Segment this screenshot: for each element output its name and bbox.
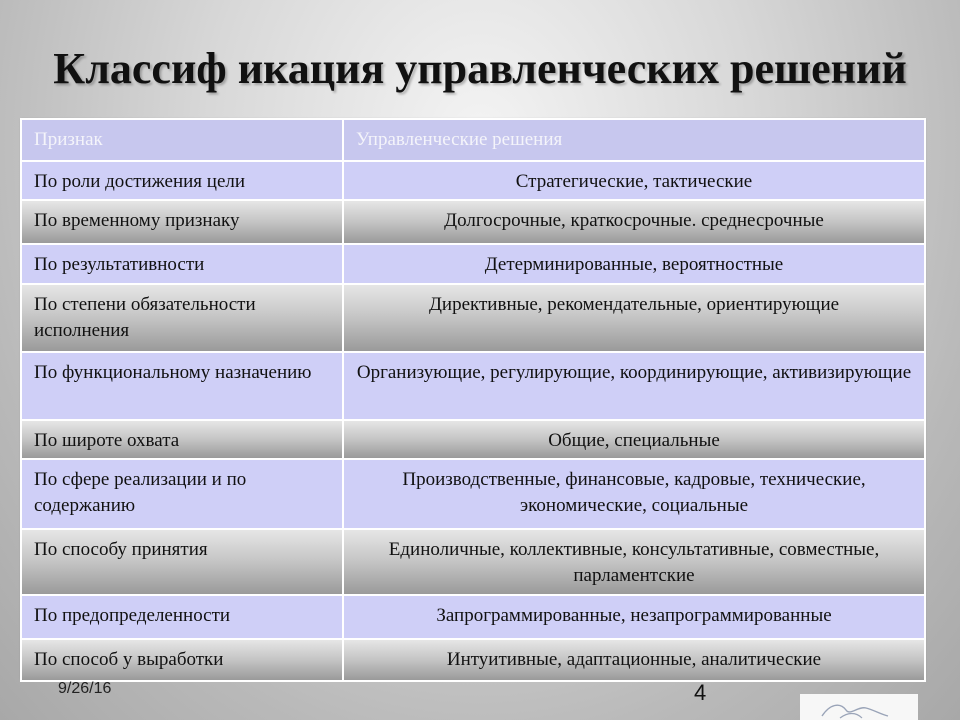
criterion-cell: По способ у выработки [21,639,343,681]
criterion-cell: По степени обязательности исполнения [21,284,343,352]
table-row [21,161,925,200]
decisions-cell: Долгосрочные, краткосрочные. среднесрочные [343,200,925,244]
header-decisions: Управленческие решения [343,119,925,161]
header-criterion: Признак [21,119,343,161]
table-row [21,595,925,639]
criterion-cell: По предопределенности [21,595,343,639]
criterion-cell: По результативности [21,244,343,284]
decisions-cell: Детерминированные, вероятностные [343,244,925,284]
criterion-cell: По сфере реализации и по содержанию [21,459,343,529]
classification-table [20,118,924,678]
table-row [21,200,925,244]
decisions-cell: Интуитивные, адаптационные, аналитические [343,639,925,681]
decisions-cell: Запрограммированные, незапрограммированные [343,595,925,639]
criterion-cell: По временному признаку [21,200,343,244]
decisions-cell: Производственные, финансовые, кадровые, технические, экономические, социальные [343,459,925,529]
table-row [21,352,925,420]
decisions-cell: Единоличные, коллективные, консультативные, совместные, парламентские [343,529,925,595]
decisions-cell: Стратегические, тактические [343,161,925,200]
criterion-cell: По широте охвата [21,420,343,459]
criterion-cell: По функциональному назначению [21,352,343,420]
table-row [21,420,925,459]
criterion-cell: По роли достижения цели [21,161,343,200]
signature-scribble-icon [800,694,918,720]
table-header-row [21,119,925,161]
table-row [21,529,925,595]
table-row [21,244,925,284]
decisions-cell: Директивные, рекомендательные, ориентирующие [343,284,925,352]
table-row [21,459,925,529]
slide-date: 9/26/16 [58,680,112,697]
slide-page-number: 4 [694,680,707,705]
criterion-cell: По способу принятия [21,529,343,595]
table-row [21,639,925,681]
slide-title: Классиф икация управленческих решений [53,44,907,93]
decisions-cell: Общие, специальные [343,420,925,459]
table-row [21,284,925,352]
decisions-cell: Организующие, регулирующие, координирующие, активизирующие [343,352,925,420]
signature-image [800,694,918,720]
